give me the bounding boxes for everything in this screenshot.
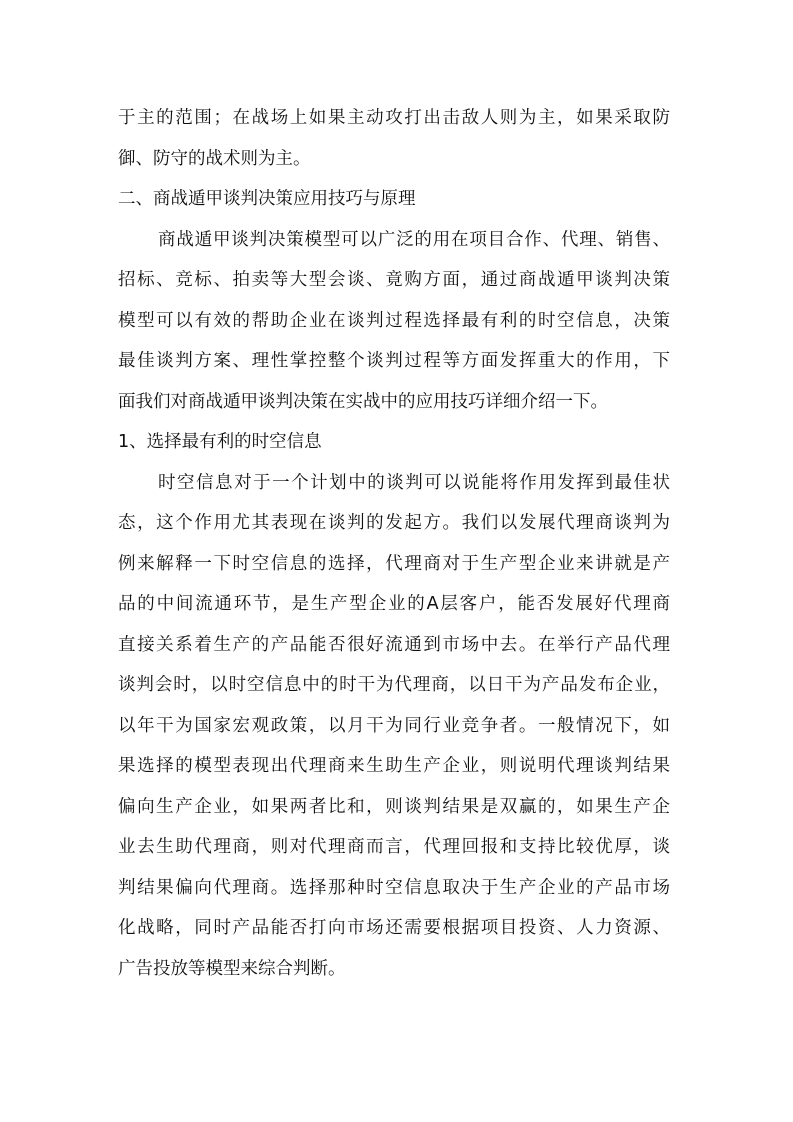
paragraph-3-line-8: 果选择的模型表现出代理商来生助生产企业，则说明代理谈判结果 bbox=[118, 756, 670, 776]
paragraph-1-line-1: 于主的范围；在战场上如果主动攻打出击敌人则为主，如果采取防 bbox=[118, 108, 670, 128]
paragraph-3-line-13: 广告投放等模型来综合判断。 bbox=[118, 958, 346, 979]
paragraph-2-line-1: 商战遁甲谈判决策模型可以广泛的用在项目合作、代理、销售、 bbox=[158, 229, 670, 250]
paragraph-3-line-10: 业去生助代理商，则对代理商而言，代理回报和支持比较优厚，谈 bbox=[118, 837, 670, 857]
paragraph-2-line-2: 招标、竞标、拍卖等大型会谈、竟购方面，通过商战遁甲谈判决策 bbox=[118, 270, 670, 290]
paragraph-3-line-5: 直接关系着生产的产品能否很好流通到市场中去。在举行产品代理 bbox=[118, 634, 670, 655]
paragraph-3-line-12: 化战略，同时产品能否打向市场还需要根据项目投资、人力资源、 bbox=[118, 918, 670, 938]
document-body bbox=[118, 98, 670, 989]
paragraph-2-line-3: 模型可以有效的帮助企业在谈判过程选择最有利的时空信息，决策 bbox=[118, 310, 670, 331]
paragraph-3-line-2: 态，这个作用尤其表现在谈判的发起方。我们以发展代理商谈判为 bbox=[118, 513, 670, 533]
paragraph-3-line-11: 判结果偏向代理商。选择那种时空信息取决于生产企业的产品市场 bbox=[118, 877, 670, 898]
paragraph-2-line-5: 面我们对商战遁甲谈判决策在实战中的应用技巧详细介绍一下。 bbox=[118, 391, 608, 412]
paragraph-3-line-1: 时空信息对于一个计划中的谈判可以说能将作用发挥到最佳状 bbox=[158, 472, 670, 493]
section-heading-3: 1、选择最有利的时空信息 bbox=[118, 432, 322, 452]
paragraph-3-line-4: 品的中间流通环节，是生产型企业的A层客户，能否发展好代理商 bbox=[118, 594, 670, 614]
paragraph-3-line-6: 谈判会时，以时空信息中的时干为代理商，以日干为产品发布企业， bbox=[118, 675, 670, 695]
paragraph-2-line-4: 最佳谈判方案、理性掌控整个谈判过程等方面发挥重大的作用，下 bbox=[118, 351, 670, 371]
paragraph-3-line-7: 以年干为国家宏观政策，以月干为同行业竞争者。一般情况下，如 bbox=[118, 715, 670, 736]
paragraph-1-line-2: 御、防守的战术则为主。 bbox=[118, 148, 311, 169]
section-heading-2: 二、商战遁甲谈判决策应用技巧与原理 bbox=[118, 189, 416, 209]
paragraph-3-line-3: 例来解释一下时空信息的选择，代理商对于生产型企业来讲就是产 bbox=[118, 553, 670, 574]
paragraph-3-line-9: 偏向生产企业，如果两者比和，则谈判结果是双赢的，如果生产企 bbox=[118, 796, 670, 817]
